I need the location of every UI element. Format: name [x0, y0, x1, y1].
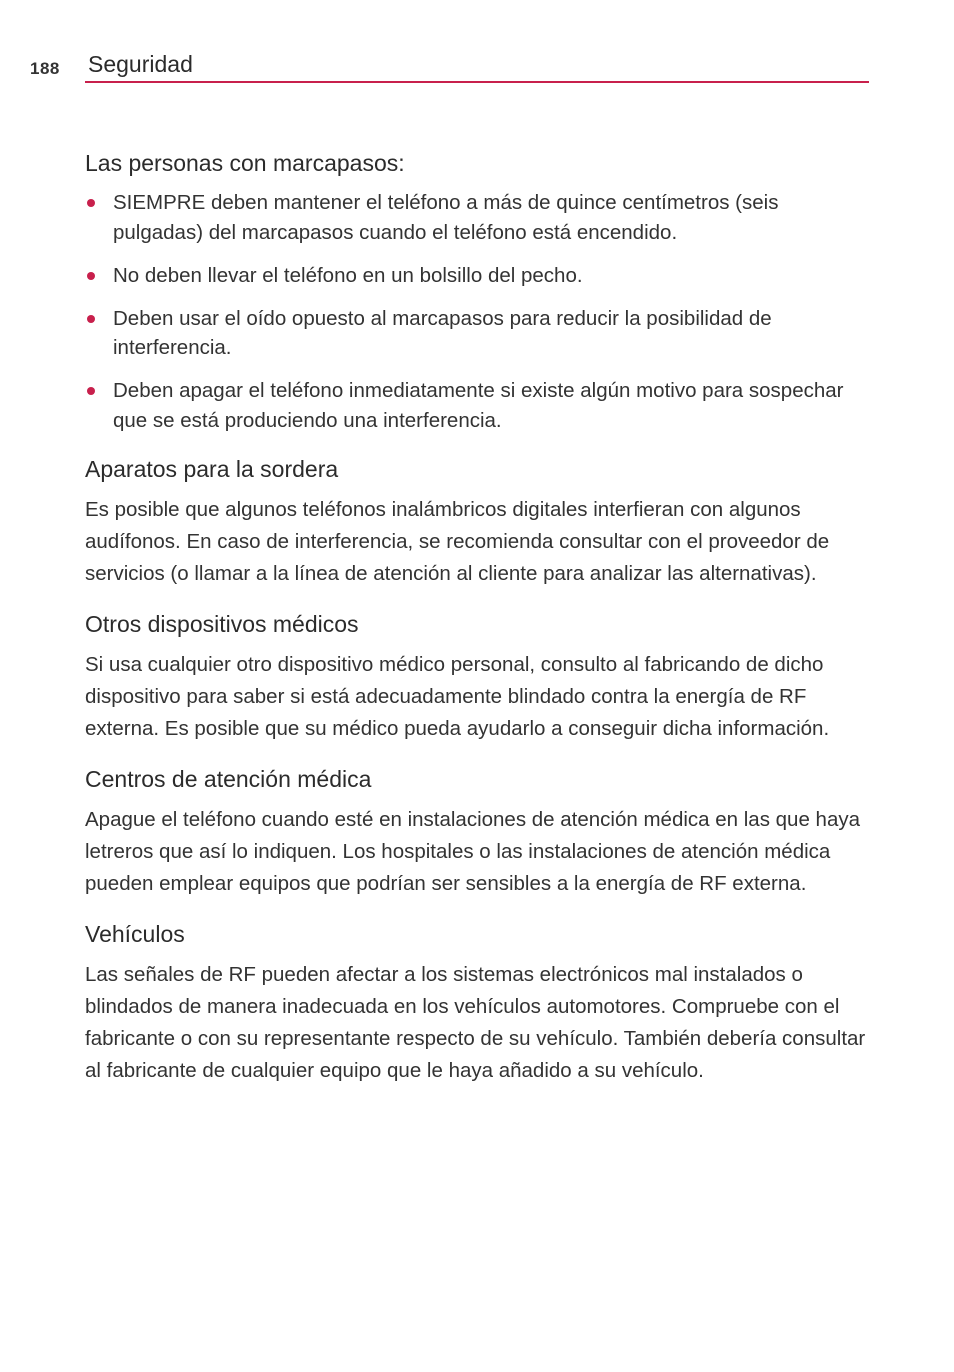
- section-body: Es posible que algunos teléfonos inalámbricos digitales interfieran con algunos audífonos. En caso de interferencia, se recomienda consultar con el proveedor de servicios (o llamar a la línea de atención al cliente para analizar las alternativas).: [85, 498, 830, 585]
- section-heading: Centros de atención médica: [85, 766, 372, 792]
- section-title: Seguridad: [88, 51, 193, 77]
- list-item: [85, 261, 871, 291]
- page-number: 188: [30, 59, 60, 78]
- bullet-list: [85, 188, 871, 435]
- section-body: Apague el teléfono cuando esté en instalaciones de atención médica en las que haya letreros que así lo indiquen. Los hospitales o las instalaciones de atención médica pueden emplear equipos que podrían ser sensibles a la energía de RF externa.: [85, 808, 861, 895]
- list-item-text: SIEMPRE deben mantener el teléfono a más de quince centímetros (seis pulgadas) del marcapasos cuando el teléfono está encendido.: [113, 191, 779, 244]
- section-body: Si usa cualquier otro dispositivo médico personal, consulto al fabricando de dicho dispositivo para saber si está adecuadamente blindado contra la energía de RF externa. Es posible que su médico pueda ayudarlo a conseguir dicha información.: [85, 653, 830, 740]
- bullet-icon: [87, 387, 95, 395]
- section-health-care-facilities: [85, 764, 871, 900]
- bullet-icon: [87, 199, 95, 207]
- list-item-text: No deben llevar el teléfono en un bolsillo del pecho.: [113, 263, 583, 287]
- list-item-text: Deben apagar el teléfono inmediatamente si existe algún motivo para sospechar que se está produciendo una interferencia.: [113, 379, 844, 432]
- section-other-medical-devices: [85, 609, 871, 745]
- section-body: Las señales de RF pueden afectar a los sistemas electrónicos mal instalados o blindados de manera inadecuada en los vehículos automotores. Compruebe con el fabricante o con su representante respecto de su vehículo. También debería consultar al fabricante de cualquier equipo que le haya añadido a su vehículo.: [85, 963, 866, 1082]
- list-item: [85, 304, 871, 363]
- section-vehicles: [85, 919, 871, 1087]
- bullet-icon: [87, 272, 95, 280]
- section-heading: Otros dispositivos médicos: [85, 611, 359, 637]
- bullet-icon: [87, 315, 95, 323]
- section-heading: Las personas con marcapasos:: [85, 150, 405, 176]
- section-heading: Aparatos para la sordera: [85, 456, 339, 482]
- page-content: [85, 148, 871, 1106]
- list-item: [85, 376, 871, 435]
- section-pacemakers: [85, 148, 871, 435]
- list-item: [85, 188, 871, 247]
- section-heading: Vehículos: [85, 921, 185, 947]
- header-divider: [85, 81, 869, 83]
- section-hearing-aids: [85, 454, 871, 590]
- list-item-text: Deben usar el oído opuesto al marcapasos para reducir la posibilidad de interferencia.: [113, 306, 772, 359]
